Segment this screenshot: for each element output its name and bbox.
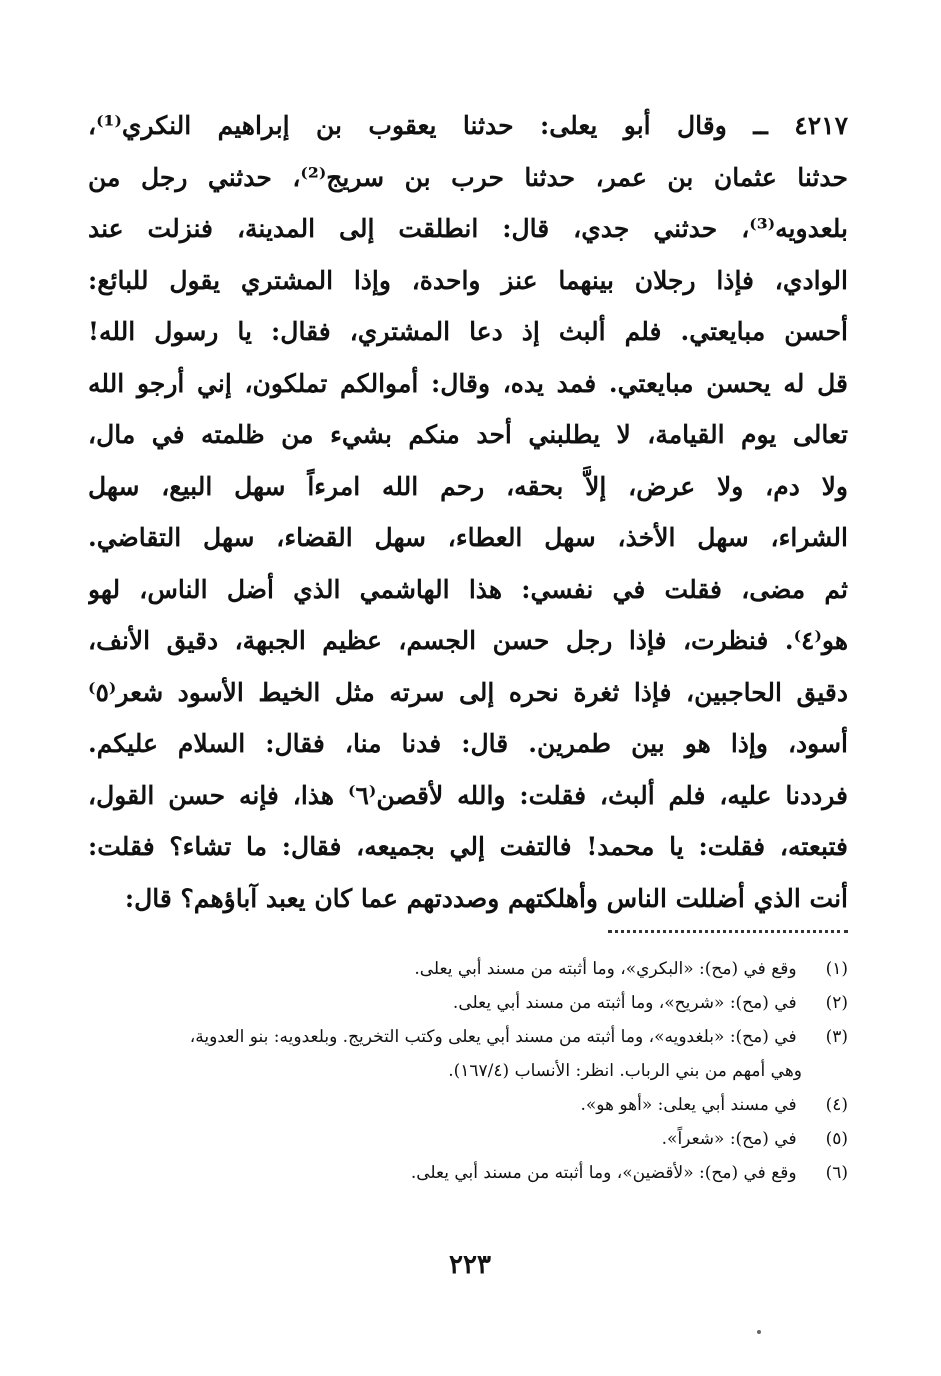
footnote-5 [88, 1122, 848, 1156]
text-line: أنت الذي أضللت الناس وأهلكتهم وصددتهم عما كان يعبد آباؤهم؟ قال: [124, 883, 848, 913]
text-line: هو⁽٤⁾. فنظرت، فإذا رجل حسن الجسم، عظيم الجبهة، دقيق الأنف، [88, 626, 848, 655]
footnote-number: (٥) [825, 1129, 848, 1149]
text-line: أسود، وإذا هو بين طمرين. قال: فدنا منا، فقال: السلام عليكم. [88, 729, 848, 758]
footnote-text: في مسند أبي يعلى: «أهو هو». [580, 1095, 797, 1115]
text-line: حدثنا عثمان بن عمر، حدثنا حرب بن سريج⁽²⁾، حدثني رجل من [88, 162, 848, 192]
footnote-1 [88, 952, 848, 986]
scan-speck [757, 1330, 761, 1334]
footnote-number: (٤) [825, 1095, 848, 1115]
footnote-number: (٢) [825, 993, 848, 1013]
text-line: فتبعته، فقلت: يا محمد! فالتفت إلي بجميعه، فقال: ما تشاء؟ فقلت: [88, 832, 848, 861]
text-line: تعالى يوم القيامة، لا يطلبني أحد منكم بشيء من ظلمته في مال، [88, 420, 848, 449]
text-line: فرددنا عليه، فلم ألبث، فقلت: والله لأقصن⁽٦⁾ هذا، فإنه حسن القول، [88, 780, 848, 810]
footnote-text: وقع في (مح): «لأقضين»، وما أثبته من مسند أبي يعلى. [410, 1163, 797, 1183]
text-line: الوادي، فإذا رجلان بينهما عنز واحدة، وإذا المشتري يقول للبائع: [88, 265, 848, 295]
footnote-number: (٣) [825, 1027, 848, 1047]
footnotes [88, 952, 848, 1190]
footnote-text: وهي أمهم من بني الرباب. انظر: الأنساب (١٦٧/٤). [448, 1061, 802, 1081]
footnote-text: في (مح): «شريح»، وما أثبته من مسند أبي يعلى. [452, 993, 797, 1013]
footnote-separator [608, 930, 848, 933]
footnote-number: (٦) [825, 1163, 848, 1183]
text-line: ٤٢١٧ ــ وقال أبو يعلى: حدثنا يعقوب بن إبراهيم النكري⁽¹⁾، [88, 111, 848, 140]
text-line: ثم مضى، فقلت في نفسي: هذا الهاشمي الذي أضل الناس، لهو [88, 574, 848, 604]
footnote-number: (١) [825, 959, 848, 979]
text-line: قل له يحسن مبايعتي. فمد يده، وقال: أموالكم تملكون، إني أرجو الله [88, 368, 848, 398]
footnote-3-continuation [88, 1054, 848, 1088]
page-number: ٢٢٣ [449, 1250, 491, 1280]
footnote-text: وقع في (مح): «البكري»، وما أثبته من مسند أبي يعلى. [414, 959, 797, 979]
text-line: بلعدويه⁽³⁾، حدثني جدي، قال: انطلقت إلى المدينة، فنزلت عند [88, 214, 848, 243]
main-text-block [88, 100, 848, 924]
footnote-6 [88, 1156, 848, 1190]
footnote-text: في (مح): «بلغدويه»، وما أثبته من مسند أبي يعلى وكتب التخريج. وبلعدويه: بنو العدوية، [189, 1027, 797, 1047]
footnote-4 [88, 1088, 848, 1122]
text-line: دقيق الحاجبين، فإذا ثغرة نحره إلى سرته مثل الخيط الأسود شعر⁽٥⁾ [88, 677, 848, 707]
footnote-3 [88, 1020, 848, 1054]
text-line: ولا دم، ولا عرض، إلاَّ بحقه، رحم الله امرءاً سهل البيع، سهل [88, 471, 848, 501]
footnote-text: في (مح): «شعراً». [661, 1129, 797, 1149]
text-line: الشراء، سهل الأخذ، سهل العطاء، سهل القضاء، سهل التقاضي. [88, 523, 848, 552]
text-line: أحسن مبايعتي. فلم ألبث إذ دعا المشتري، فقال: يا رسول الله! [88, 317, 848, 346]
footnote-2 [88, 986, 848, 1020]
